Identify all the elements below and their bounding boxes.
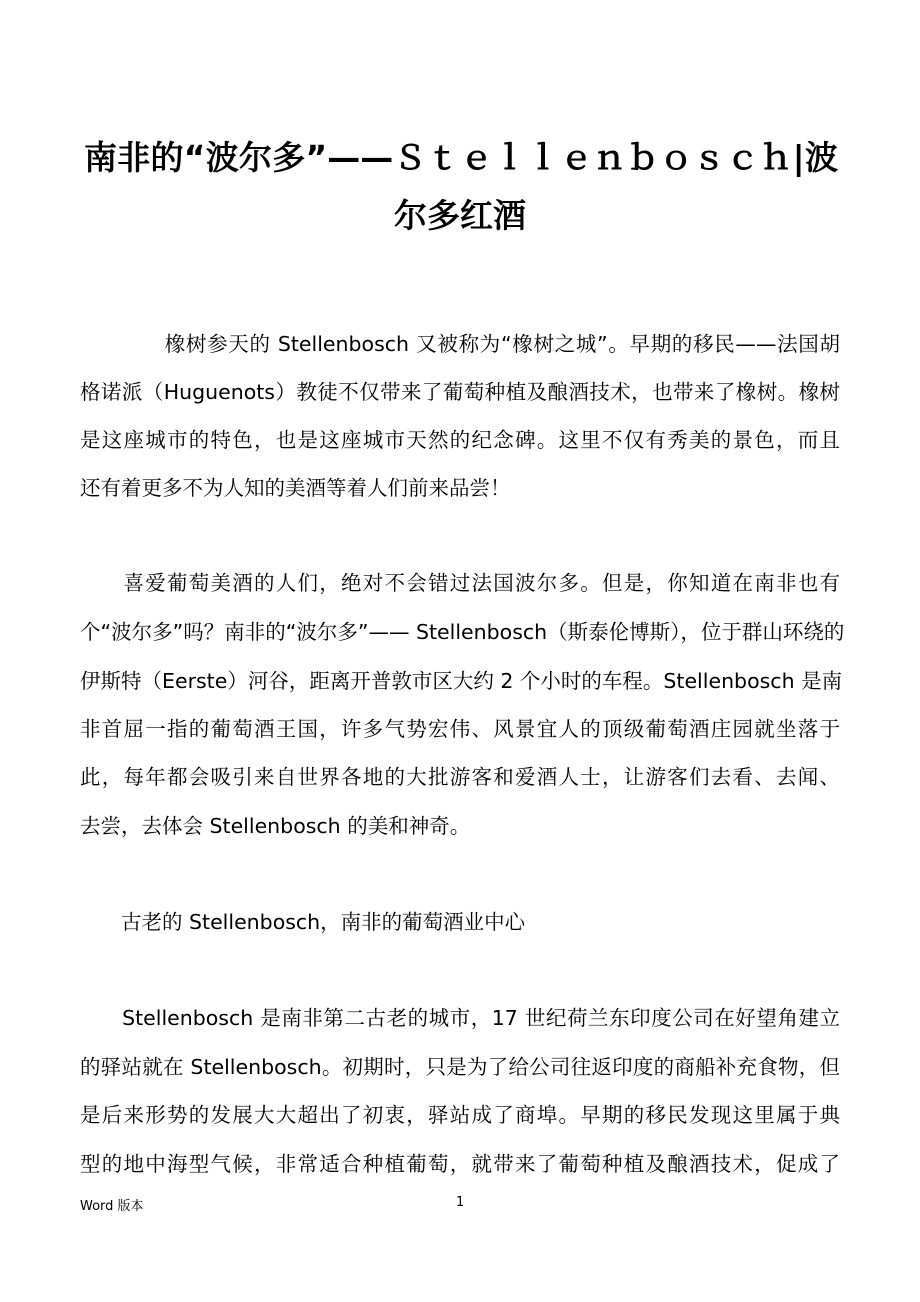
text-line: 此，每年都会吸引来自世界各地的大批游客和爱酒人士，让游客们去看、去闻、 [80, 765, 840, 789]
footer-version-label: Word 版本 [80, 1199, 144, 1214]
page-number: 1 [456, 1195, 465, 1210]
text-line: 去尝，去体会 Stellenbosch 的美和神奇。 [80, 814, 471, 838]
document-title-line-1: 南非的“波尔多”——Ｓｔｅｌｌｅｎｂｏｓｃｈ|波 [84, 138, 838, 177]
text-line: 还有着更多不为人知的美酒等着人们前来品尝！ [80, 476, 511, 500]
text-line: 的驿站就在 Stellenbosch。初期时，只是为了给公司往返印度的商船补充食物，但 [80, 1055, 840, 1079]
text-line: 是后来形势的发展大大超出了初衷，驿站成了商埠。早期的移民发现这里属于典 [80, 1103, 840, 1127]
text-line: 伊斯特（Eerste）河谷，距离开普敦市区大约 2 个小时的车程。Stellenbosch 是南 [80, 669, 843, 693]
text-line: 型的地中海型气候，非常适合种植葡萄，就带来了葡萄种植及酿酒技术，促成了 [80, 1152, 840, 1176]
text-line: Stellenbosch 是南非第二古老的城市，17 世纪荷兰东印度公司在好望角建立 [80, 1006, 840, 1030]
section-heading: 古老的 Stellenbosch，南非的葡萄酒业中心 [80, 910, 526, 934]
text-line: 格诺派（Huguenots）教徒不仅带来了葡萄种植及酿酒技术，也带来了橡树。橡树 [80, 380, 840, 404]
document-title-line-2: 尔多红酒 [394, 196, 526, 235]
text-line: 喜爱葡萄美酒的人们，绝对不会错过法国波尔多。但是，你知道在南非也有 [80, 571, 840, 595]
text-line: 是这座城市的特色，也是这座城市天然的纪念碑。这里不仅有秀美的景色，而且 [80, 428, 840, 452]
text-line: 橡树参天的 Stellenbosch 又被称为“橡树之城”。早期的移民——法国胡 [80, 332, 840, 356]
text-line: 个“波尔多”吗？南非的“波尔多”—— Stellenbosch（斯泰伦博斯），位于群山环绕的 [80, 620, 845, 644]
text-line: 非首屈一指的葡萄酒王国，许多气势宏伟、风景宜人的顶级葡萄酒庄园就坐落于 [80, 717, 840, 741]
